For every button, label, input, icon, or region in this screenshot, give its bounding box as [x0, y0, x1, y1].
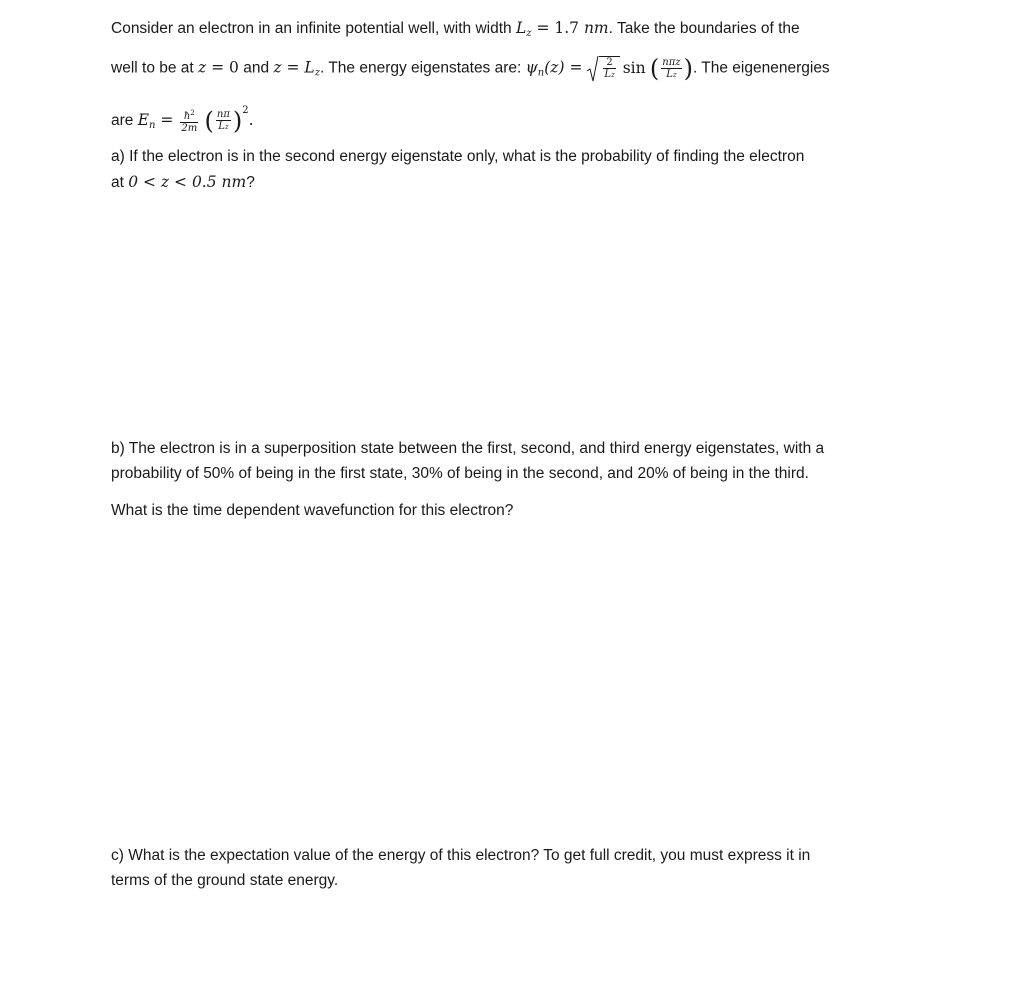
hbar-superscript: 2 [190, 108, 195, 117]
intro-text: Consider an electron in an infinite potential well, with width [111, 20, 516, 37]
npi-denominator-sub: z [224, 122, 229, 131]
sqrt-numerator: 2 [603, 57, 615, 69]
question-c-line-1: c) What is the expectation value of the energy of this electron? To get full credit, you must express it in [111, 847, 811, 864]
hbar-denominator: 2m [181, 122, 198, 134]
boundaries-text: well to be at [111, 59, 199, 77]
intro-line-1 [111, 18, 800, 44]
question-a-end: ? [246, 174, 255, 191]
boundary-L: L [304, 58, 315, 77]
right-paren: ) [683, 54, 693, 83]
sin-denominator: L [666, 68, 673, 80]
intro-text-end: . Take the boundaries of the [608, 20, 800, 37]
question-b-line-3: What is the time dependent wavefunction for this electron? [111, 502, 514, 519]
right-paren-2: ) [232, 106, 243, 135]
energy-variable: E [137, 111, 150, 129]
psi-subscript: n [537, 67, 545, 79]
energy-subscript: n [149, 120, 156, 131]
z-variable: z [198, 58, 207, 77]
eigenenergies-text: . The eigenenergies [692, 59, 830, 77]
question-b-line-2: probability of 50% of being in the first state, 30% of being in the second, and 20% of being in the third. [111, 465, 809, 482]
sin-function: sin [622, 58, 646, 77]
left-paren: ( [649, 54, 660, 83]
sin-denominator-sub: z [672, 70, 677, 79]
boundary-L-sub: z [314, 67, 320, 79]
period: . [248, 111, 254, 129]
sqrt-radical [587, 56, 619, 81]
z-variable-2: z [273, 58, 282, 77]
left-paren-2: ( [204, 106, 214, 135]
width-variable: L [515, 19, 527, 37]
hbar-fraction [180, 108, 198, 134]
eigenstates-text: . The energy eigenstates are: [319, 59, 526, 77]
energy-equals: = [155, 111, 179, 129]
npi-denominator: L [218, 120, 225, 132]
are-text: are [111, 112, 138, 129]
width-value: = 1.7 [531, 19, 584, 37]
width-unit: nm [583, 19, 609, 37]
question-c-line-2: terms of the ground state energy. [111, 872, 339, 889]
psi-symbol: ψ [525, 58, 538, 77]
sin-fraction [661, 57, 681, 81]
npi-fraction [216, 109, 231, 133]
and-text: and [238, 59, 274, 77]
square-superscript: 2 [242, 105, 249, 116]
boundary-zero: = 0 [206, 58, 239, 77]
question-b-line-1: b) The electron is in a superposition state between the first, second, and third energy eigenstates, with a [111, 440, 825, 457]
question-a-unit: nm [221, 173, 247, 191]
sin-numerator: nπz [662, 56, 681, 68]
intro-line-2 [111, 56, 830, 84]
question-a-prefix: at [111, 174, 129, 191]
hbar-symbol: ħ [183, 110, 191, 122]
sqrt-denominator-sub: z [611, 71, 615, 79]
question-a-range: 0 < z < 0.5 [128, 173, 222, 191]
boundary-eq: = [281, 58, 305, 77]
sqrt-fraction [603, 57, 615, 81]
question-a-line-1: a) If the electron is in the second energy eigenstate only, what is the probability of finding the electron [111, 148, 805, 165]
npi-numerator: nπ [216, 108, 230, 120]
width-subscript: z [526, 28, 532, 39]
sqrt-icon [587, 52, 599, 82]
question-a-line-2 [111, 172, 255, 193]
intro-line-3 [111, 101, 254, 136]
psi-argument: (z) = [544, 58, 588, 77]
sqrt-denominator: L [604, 69, 611, 80]
